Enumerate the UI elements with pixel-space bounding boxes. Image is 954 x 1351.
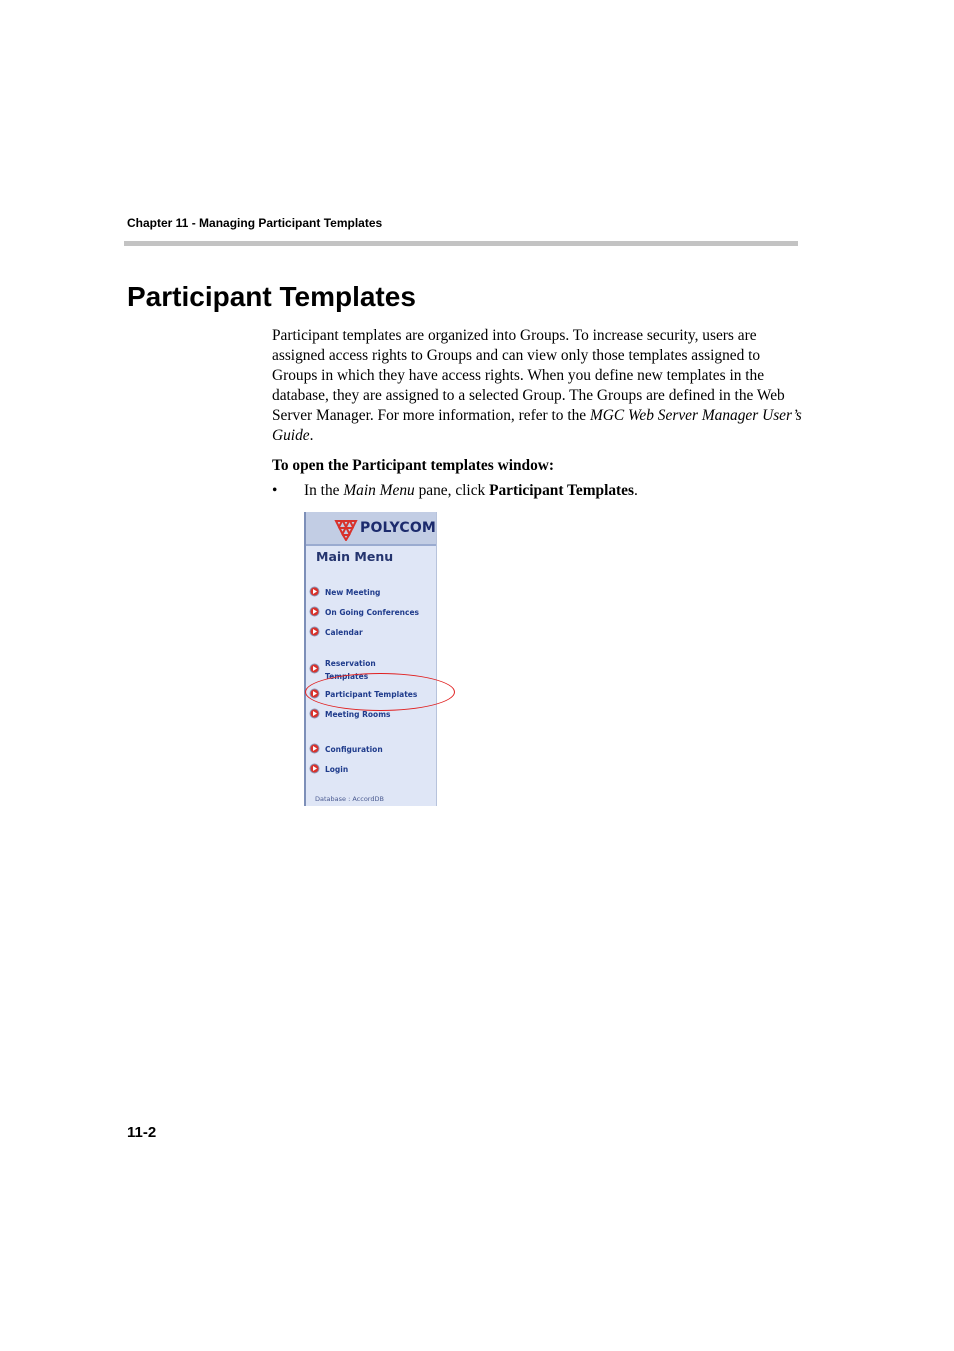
menu-title: Main Menu	[316, 549, 394, 564]
step-mid: pane, click	[414, 482, 490, 499]
menu-item-label: Configuration	[325, 745, 383, 754]
step-pane-name: Main Menu	[343, 482, 415, 499]
step-item-name: Participant Templates	[489, 482, 635, 499]
intro-text: Participant templates are organized into Groups. To increase security, users are assigned access rights to Groups and can view only those templates assigned to Groups in which they have access rights. When you define new templates in the database, they are assigned to a selected Group. The Groups are defined in the Web Server Manager. For more information, refer to the	[272, 327, 785, 424]
menu-item-new-meeting[interactable]	[309, 586, 425, 599]
polycom-logo-text: POLYCOM	[360, 520, 437, 536]
menu-item-label: Calendar	[325, 628, 363, 637]
menu-item-label: Meeting Rooms	[325, 710, 391, 719]
menu-item-configuration[interactable]	[309, 743, 425, 756]
page-number: 11-2	[127, 1124, 157, 1141]
arrow-icon	[309, 586, 320, 597]
menu-item-label: New Meeting	[325, 588, 381, 597]
chapter-header: Chapter 11 - Managing Participant Templates	[127, 216, 383, 230]
menu-item-label: On Going Conferences	[325, 608, 419, 617]
procedure-heading: To open the Participant templates window:	[272, 457, 555, 474]
menu-item-label: Participant Templates	[325, 690, 418, 699]
arrow-icon	[309, 606, 320, 617]
step-pre: In the	[304, 482, 344, 499]
menu-item-login[interactable]	[309, 763, 425, 776]
arrow-icon	[309, 763, 320, 774]
intro-paragraph	[272, 326, 802, 446]
menu-item-on-going-conferences[interactable]	[309, 606, 425, 619]
menu-item-calendar[interactable]	[309, 626, 425, 639]
arrow-icon	[309, 663, 320, 674]
polycom-logo-icon	[334, 517, 358, 541]
page-title: Participant Templates	[127, 281, 416, 312]
menu-item-participant-templates[interactable]	[309, 688, 425, 701]
database-status: Database : AccordDB	[315, 795, 384, 803]
arrow-icon	[309, 626, 320, 637]
arrow-icon	[309, 743, 320, 754]
menu-item-label: Login	[325, 765, 349, 774]
step-end: .	[634, 482, 638, 499]
header-rule	[124, 241, 798, 246]
logo-bar	[306, 512, 436, 546]
procedure-step	[272, 481, 638, 501]
bullet: •	[272, 482, 278, 499]
menu-item-label: Reservation Templates	[325, 659, 376, 681]
guide-title: MGC Web Server Manager User’s Guide	[272, 407, 802, 444]
arrow-icon	[309, 708, 320, 719]
arrow-icon	[309, 688, 320, 699]
main-menu-screenshot	[304, 512, 437, 806]
menu-item-meeting-rooms[interactable]	[309, 708, 425, 721]
intro-end: .	[309, 427, 314, 444]
menu-item-reservation-templates[interactable]	[309, 657, 381, 683]
